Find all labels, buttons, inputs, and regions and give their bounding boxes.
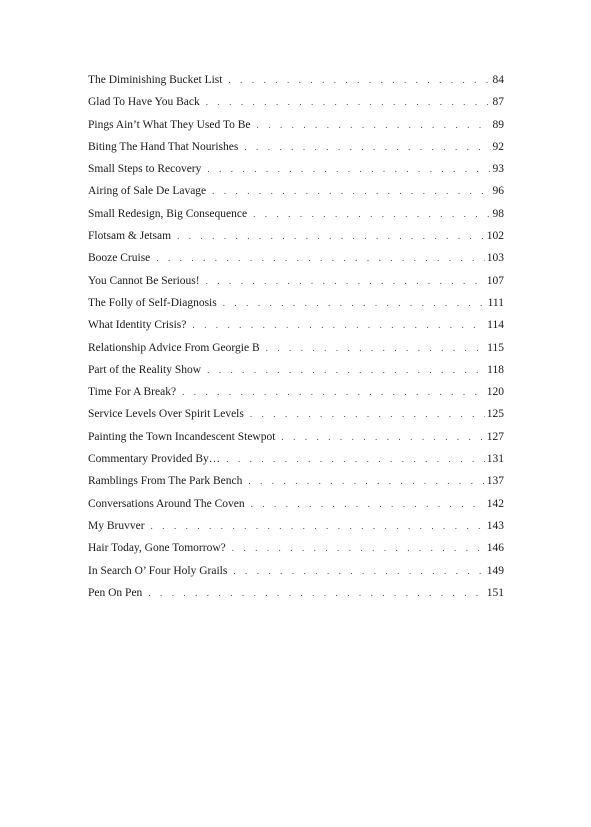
toc-entry-page: 111 [487, 296, 504, 309]
toc-entry-page: 146 [486, 542, 504, 555]
toc-entry [88, 247, 504, 269]
toc-entry-title: Hair Today, Gone Tomorrow? [88, 542, 226, 555]
toc-entry-title: Ramblings From The Park Bench [88, 475, 243, 488]
toc-entry-page: 84 [492, 74, 504, 86]
toc-entry-title: Pings Ain’t What They Used To Be [88, 118, 251, 131]
toc-entry-page: 142 [486, 497, 504, 510]
toc-entry-title: Flotsam & Jetsam [88, 230, 172, 243]
toc-entry-title: Pen On Pen [88, 586, 143, 599]
toc-entry [88, 381, 504, 403]
toc-entry [88, 158, 504, 180]
toc-entry-page: 98 [492, 207, 504, 220]
toc-entry-page: 143 [486, 519, 504, 532]
toc-entry-page: 137 [486, 475, 504, 488]
toc-entry-title: Relationship Advice From Georgie B [88, 341, 260, 354]
toc-entry-title: What Identity Crisis? [88, 319, 187, 332]
toc-entry [88, 359, 504, 381]
toc-entry-title: Airing of Sale De Lavage [88, 185, 207, 198]
toc-entry [88, 270, 504, 292]
toc-dot-leader [223, 292, 486, 314]
toc-entry-title: Booze Cruise [88, 252, 151, 265]
toc-entry-title: Conversations Around The Coven [88, 497, 245, 510]
toc-entry [88, 426, 504, 448]
toc-entry [88, 515, 504, 537]
toc-entry-page: 87 [492, 96, 504, 109]
toc-entry-page: 149 [486, 564, 504, 577]
toc-entry-page: 131 [486, 453, 504, 466]
toc-entry-title: Glad To Have You Back [88, 96, 200, 109]
toc-dot-leader [177, 225, 485, 247]
toc-entry [88, 337, 504, 359]
toc-dot-leader [232, 537, 485, 559]
toc-dot-leader [248, 470, 484, 492]
toc-entry [88, 91, 504, 113]
toc-entry-page: 120 [486, 386, 504, 399]
toc-entry-page: 93 [492, 163, 504, 176]
toc-entry-title: The Folly of Self-Diagnosis [88, 296, 217, 309]
toc-dot-leader [250, 403, 485, 425]
toc-entry-title: Small Redesign, Big Consequence [88, 207, 248, 220]
toc-dot-leader [156, 247, 484, 269]
toc-entry-title: Part of the Reality Show [88, 363, 202, 376]
toc-entry-page: 96 [492, 185, 504, 198]
toc-entry-page: 125 [486, 408, 504, 421]
toc-dot-leader [233, 560, 484, 582]
toc-entry [88, 203, 504, 225]
table-of-contents [88, 69, 504, 604]
toc-entry-page: 115 [487, 341, 504, 354]
toc-entry-page: 107 [486, 274, 504, 287]
toc-entry [88, 180, 504, 202]
toc-dot-leader [192, 314, 485, 336]
toc-entry [88, 69, 504, 91]
toc-entry-page: 102 [486, 230, 504, 243]
toc-entry [88, 403, 504, 425]
toc-entry-page: 114 [487, 319, 504, 332]
toc-entry-page: 92 [492, 140, 504, 153]
toc-dot-leader [251, 493, 485, 515]
toc-dot-leader [257, 114, 491, 136]
toc-entry [88, 537, 504, 559]
toc-dot-leader [148, 582, 484, 604]
toc-dot-leader [228, 69, 490, 91]
toc-dot-leader [226, 448, 485, 470]
toc-entry-page: 118 [487, 363, 504, 376]
toc-entry [88, 560, 504, 582]
toc-dot-leader [212, 180, 490, 202]
toc-dot-leader [253, 203, 490, 225]
toc-dot-leader [182, 381, 485, 403]
toc-entry-title: Small Steps to Recovery [88, 163, 202, 176]
toc-entry-page: 89 [492, 118, 504, 131]
toc-dot-leader [151, 515, 485, 537]
toc-entry [88, 225, 504, 247]
toc-dot-leader [207, 359, 485, 381]
toc-entry-page: 151 [486, 586, 504, 599]
toc-entry [88, 448, 504, 470]
toc-entry [88, 314, 504, 336]
toc-entry-title: Time For A Break? [88, 386, 177, 399]
toc-dot-leader [244, 136, 490, 158]
toc-dot-leader [206, 91, 491, 113]
toc-dot-leader [266, 337, 486, 359]
toc-entry-page: 127 [486, 430, 504, 443]
toc-entry-title: Biting The Hand That Nourishes [88, 140, 239, 153]
toc-dot-leader [206, 270, 485, 292]
toc-dot-leader [281, 426, 484, 448]
toc-dot-leader [207, 158, 490, 180]
toc-entry-title: Painting the Town Incandescent Stewpot [88, 430, 276, 443]
toc-entry-title: In Search O’ Four Holy Grails [88, 564, 228, 577]
toc-entry [88, 470, 504, 492]
toc-entry-title: Commentary Provided By… [88, 453, 221, 466]
toc-entry-title: You Cannot Be Serious! [88, 274, 200, 287]
toc-entry [88, 114, 504, 136]
toc-entry-title: Service Levels Over Spirit Levels [88, 408, 244, 421]
toc-entry-title: My Bruvver [88, 519, 145, 532]
toc-entry-page: 103 [486, 252, 504, 265]
toc-entry-title: The Diminishing Bucket List [88, 74, 223, 86]
toc-entry [88, 292, 504, 314]
toc-entry [88, 582, 504, 604]
toc-entry [88, 493, 504, 515]
toc-entry [88, 136, 504, 158]
